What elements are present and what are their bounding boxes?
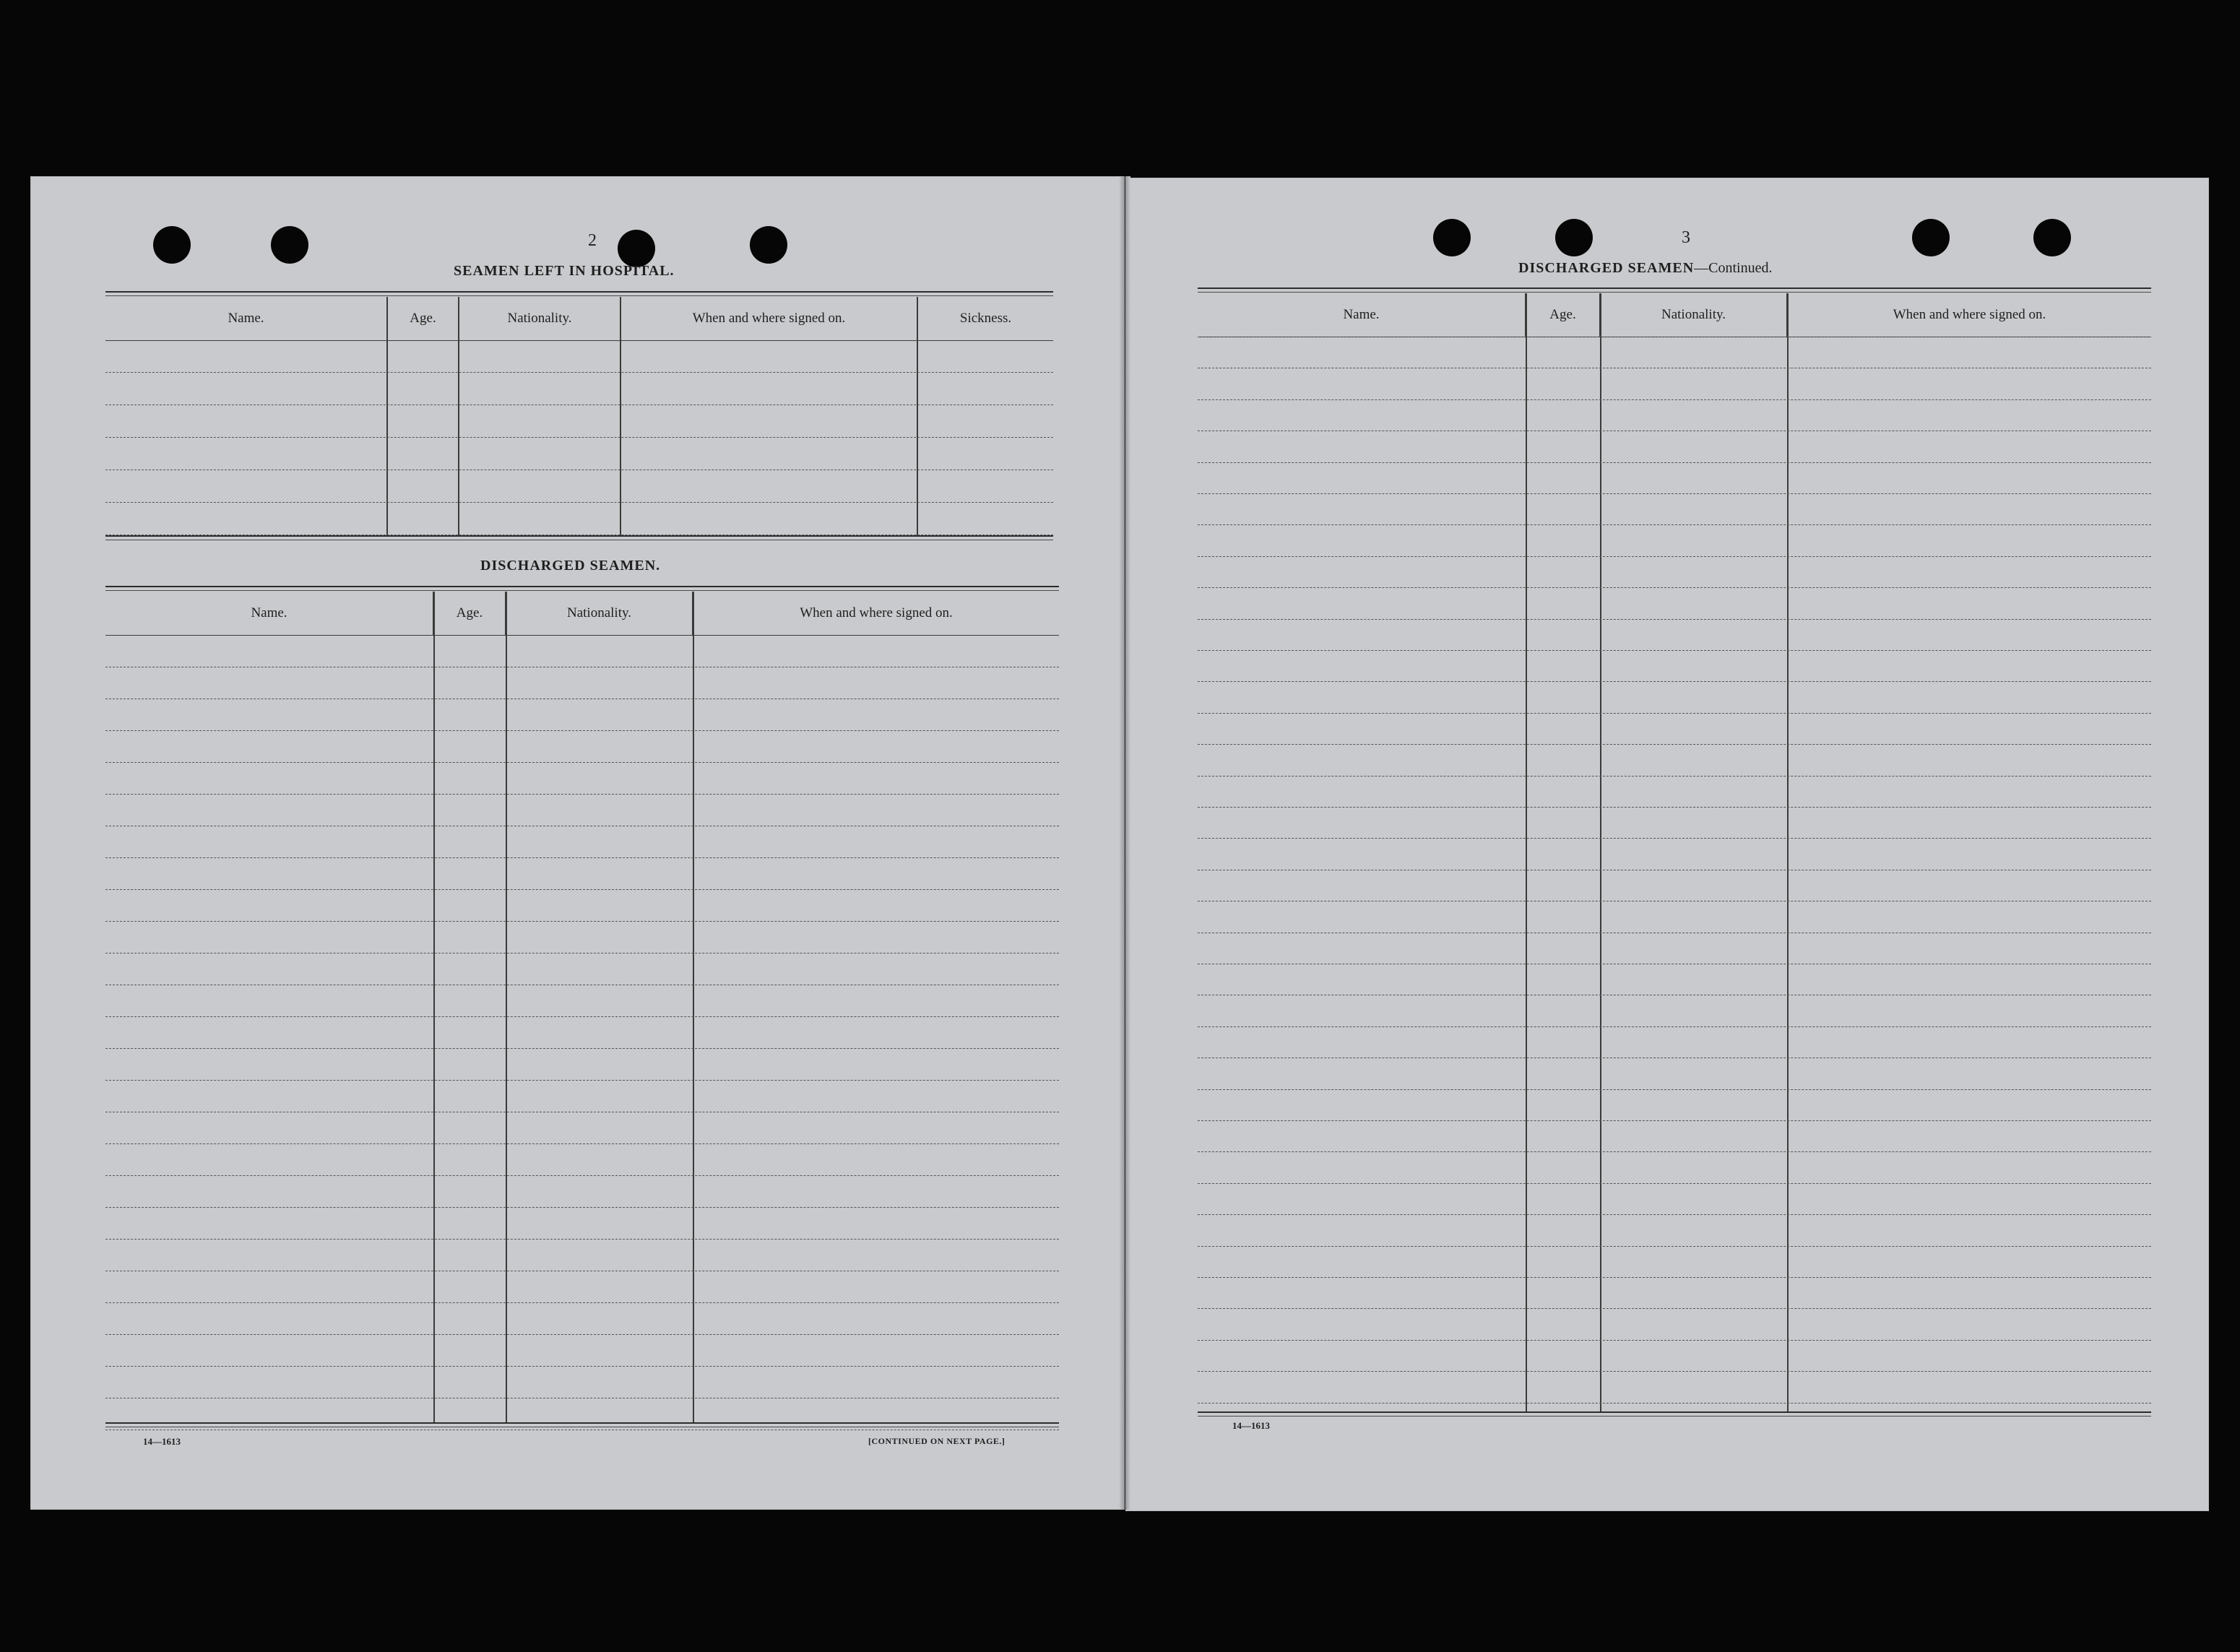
punch-hole — [1912, 219, 1950, 256]
column-divider — [620, 297, 621, 535]
punch-hole — [1433, 219, 1471, 256]
table-row — [1198, 1214, 2151, 1215]
table-row — [1198, 1340, 2151, 1341]
column-header-age: Age. — [1526, 293, 1601, 337]
table-row — [105, 921, 1059, 922]
table-row — [105, 1366, 1059, 1367]
page-number-right: 3 — [1682, 228, 1690, 247]
table-row — [1198, 587, 2151, 588]
discharged-seamen-continued-table — [1198, 287, 2151, 1416]
table-bottom-rule — [1198, 1411, 2151, 1417]
column-divider — [917, 297, 918, 535]
column-header-signed-on: When and where signed on. — [800, 605, 953, 620]
table-bottom-rule — [105, 1422, 1059, 1427]
column-header-signed-on: When and where signed on. — [621, 297, 918, 340]
table-top-rule — [105, 586, 1059, 591]
hospital-table — [105, 291, 1053, 540]
column-header-name: Name. — [105, 297, 388, 340]
table-row — [105, 889, 1059, 890]
hospital-section-title: SEAMEN LEFT IN HOSPITAL. — [454, 263, 675, 279]
column-divider — [1526, 293, 1527, 1411]
table-row — [105, 730, 1059, 731]
table-row — [105, 1239, 1059, 1240]
table-row — [1198, 619, 2151, 620]
page-fold — [1119, 176, 1130, 1510]
table-row — [1198, 807, 2151, 808]
column-header-name: Name. — [105, 592, 434, 635]
table-row — [1198, 1120, 2151, 1121]
table-row — [1198, 1403, 2151, 1404]
table-row — [105, 794, 1059, 795]
section-title-main: DISCHARGED SEAMEN — [1518, 260, 1695, 276]
column-divider — [693, 592, 694, 1422]
table-row — [1198, 1277, 2151, 1278]
table-row — [1198, 776, 2151, 777]
column-header-nationality: Nationality. — [1601, 293, 1788, 337]
table-row — [1198, 1183, 2151, 1184]
table-row — [105, 502, 1053, 503]
table-row — [1198, 462, 2151, 463]
table-row — [1198, 713, 2151, 714]
column-divider — [458, 297, 459, 535]
table-row — [105, 1016, 1059, 1017]
table-row — [1198, 556, 2151, 557]
table-row — [1198, 1089, 2151, 1090]
table-bottom-rule — [105, 535, 1053, 540]
punch-hole — [618, 230, 655, 267]
column-header-age: Age. — [434, 592, 506, 635]
table-row — [105, 857, 1059, 858]
table-row — [1198, 1246, 2151, 1247]
discharged-seamen-table — [105, 586, 1059, 1427]
continued-note: [CONTINUED ON NEXT PAGE.] — [868, 1436, 1006, 1446]
table-row — [1198, 1026, 2151, 1027]
punch-hole — [2033, 219, 2071, 256]
form-code-left: 14—1613 — [143, 1436, 181, 1447]
discharged-continued-section-title — [1518, 260, 1773, 277]
form-code-right: 14—1613 — [1232, 1420, 1270, 1431]
table-row — [105, 762, 1059, 763]
column-header-age: Age. — [388, 297, 459, 340]
table-row — [1198, 524, 2151, 525]
table-row — [1198, 1371, 2151, 1372]
table-top-rule — [1198, 287, 2151, 293]
punch-hole — [271, 226, 308, 264]
table-row — [105, 1334, 1059, 1335]
punch-hole — [1555, 219, 1593, 256]
table-row — [105, 372, 1053, 373]
section-title-suffix: —Continued. — [1694, 260, 1773, 276]
table-row — [105, 1143, 1059, 1144]
column-divider — [386, 297, 388, 535]
column-divider — [1787, 293, 1789, 1411]
column-divider — [1600, 293, 1601, 1411]
header-rule — [105, 635, 1059, 636]
punch-hole — [153, 226, 191, 264]
table-row — [105, 1207, 1059, 1208]
table-row — [1198, 650, 2151, 651]
table-row — [1198, 399, 2151, 400]
column-header-nationality: Nationality. — [459, 297, 621, 340]
table-row — [105, 1080, 1059, 1081]
table-row — [1198, 744, 2151, 745]
table-row — [1198, 681, 2151, 682]
table-row — [105, 1302, 1059, 1303]
column-header-nationality: Nationality. — [506, 592, 693, 635]
punch-hole — [750, 226, 787, 264]
column-header-signed-on: When and where signed on. — [1893, 307, 2046, 322]
table-row — [1198, 1151, 2151, 1152]
table-row — [1198, 1308, 2151, 1309]
table-row — [105, 1048, 1059, 1049]
table-row — [105, 1175, 1059, 1176]
header-rule — [105, 340, 1053, 341]
column-divider — [433, 592, 435, 1422]
table-row — [105, 437, 1053, 438]
table-row — [1198, 838, 2151, 839]
column-header-name: Name. — [1198, 293, 1526, 337]
column-divider — [506, 592, 507, 1422]
table-row — [1198, 493, 2151, 494]
page-number-left: 2 — [588, 231, 597, 250]
table-top-rule — [105, 291, 1053, 296]
column-header-sickness: Sickness. — [959, 311, 1012, 326]
discharged-section-title: DISCHARGED SEAMEN. — [480, 558, 661, 574]
